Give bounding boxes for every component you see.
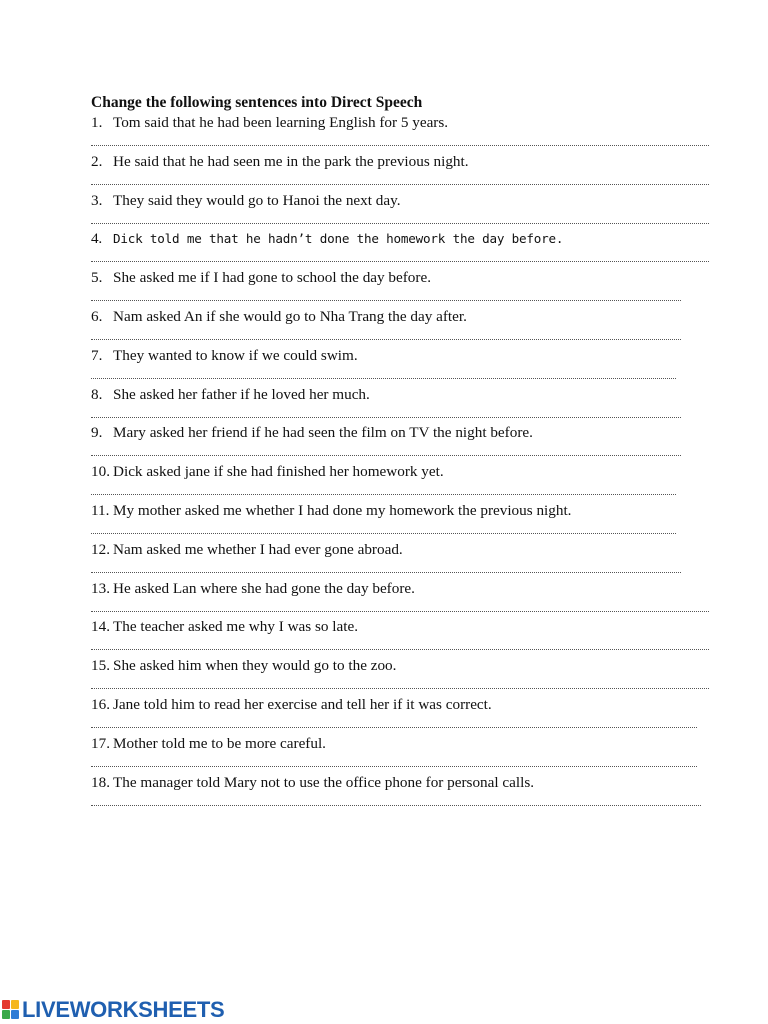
exercise-item — [91, 346, 711, 385]
exercise-list — [91, 113, 711, 811]
question-number: 15. — [91, 657, 110, 675]
question-text — [91, 307, 467, 327]
exercise-item — [91, 307, 711, 346]
answer-line[interactable] — [91, 174, 709, 185]
answer-line[interactable] — [91, 213, 709, 224]
question-sentence: Nam asked An if she would go to Nha Trang the day after. — [113, 307, 467, 325]
answer-line[interactable] — [91, 445, 681, 456]
question-number: 1. — [91, 114, 103, 131]
question-text — [91, 695, 492, 715]
answer-line[interactable] — [91, 795, 701, 806]
question-text — [91, 346, 358, 366]
question-sentence: Tom said that he had been learning English for 5 years. — [113, 114, 449, 131]
question-number: 2. — [91, 152, 103, 170]
answer-line[interactable] — [91, 639, 709, 650]
question-number: 5. — [91, 269, 103, 287]
liveworksheets-logo — [2, 997, 224, 1023]
exercise-item — [91, 656, 711, 695]
exercise-item — [91, 501, 711, 540]
answer-line[interactable] — [91, 523, 676, 534]
question-text — [91, 152, 469, 172]
question-number: 7. — [91, 346, 103, 364]
exercise-item — [91, 540, 711, 579]
answer-line[interactable] — [91, 135, 709, 146]
question-number: 18. — [91, 773, 110, 791]
exercise-item — [91, 734, 711, 773]
answer-line[interactable] — [91, 407, 681, 418]
question-number: 10. — [91, 463, 110, 481]
question-sentence: The teacher asked me why I was so late. — [113, 618, 359, 636]
exercise-item — [91, 191, 711, 230]
question-text — [91, 617, 358, 637]
question-text — [91, 501, 571, 521]
worksheet-title: Change the following sentences into Direct Speech — [91, 94, 423, 111]
question-sentence: She asked me if I had gone to school the day before. — [113, 269, 431, 287]
exercise-item — [91, 695, 711, 734]
exercise-item — [91, 152, 711, 191]
question-sentence: Jane told him to read her exercise and tell her if it was correct. — [113, 695, 492, 713]
exercise-item — [91, 385, 711, 424]
answer-line[interactable] — [91, 717, 697, 728]
answer-line[interactable] — [91, 329, 681, 340]
question-text — [91, 423, 533, 443]
question-text — [91, 540, 403, 560]
answer-line[interactable] — [91, 562, 681, 573]
question-number: 16. — [91, 695, 110, 713]
question-number: 6. — [91, 307, 103, 325]
question-sentence: They wanted to know if we could swim. — [113, 346, 358, 364]
question-sentence: The manager told Mary not to use the office phone for personal calls. — [113, 773, 535, 791]
exercise-item — [91, 423, 711, 462]
answer-line[interactable] — [91, 290, 681, 301]
liveworksheets-mark-icon — [2, 1000, 20, 1020]
answer-line[interactable] — [91, 251, 709, 262]
question-number: 12. — [91, 540, 110, 558]
exercise-item — [91, 617, 711, 656]
question-number: 17. — [91, 734, 110, 752]
question-number: 8. — [91, 385, 103, 403]
question-sentence: My mother asked me whether I had done my homework the previous night. — [113, 501, 572, 519]
question-sentence: Dick asked jane if she had finished her homework yet. — [113, 463, 444, 481]
question-text — [91, 229, 563, 249]
exercise-item — [91, 579, 711, 618]
question-text — [91, 268, 431, 288]
question-number: 14. — [91, 618, 110, 636]
exercise-item — [91, 462, 711, 501]
question-text — [91, 462, 444, 482]
question-text — [91, 113, 448, 133]
question-text — [91, 579, 415, 599]
question-sentence: Dick told me that he hadn’t done the homework the day before. — [113, 231, 564, 247]
question-number: 4. — [91, 230, 102, 248]
question-sentence: She asked him when they would go to the zoo. — [113, 657, 397, 675]
liveworksheets-wordmark: LIVEWORKSHEETS — [22, 997, 225, 1022]
question-sentence: They said they would go to Hanoi the next day. — [113, 191, 401, 209]
question-sentence: Nam asked me whether I had ever gone abroad. — [113, 540, 403, 558]
question-number: 13. — [91, 579, 110, 597]
question-sentence: He asked Lan where she had gone the day before. — [113, 579, 415, 597]
question-text — [91, 385, 370, 405]
answer-line[interactable] — [91, 601, 709, 612]
question-sentence: Mother told me to be more careful. — [113, 734, 326, 752]
exercise-item — [91, 113, 711, 152]
answer-line[interactable] — [91, 756, 697, 767]
exercise-item — [91, 773, 711, 812]
exercise-item — [91, 268, 711, 307]
question-number: 9. — [91, 424, 103, 442]
question-sentence: She asked her father if he loved her much. — [113, 385, 370, 403]
exercise-item — [91, 229, 711, 268]
question-sentence: Mary asked her friend if he had seen the film on TV the night before. — [113, 424, 533, 442]
question-text — [91, 734, 326, 754]
question-sentence: He said that he had seen me in the park the previous night. — [113, 152, 469, 170]
question-text — [91, 191, 401, 211]
question-text — [91, 656, 396, 676]
answer-line[interactable] — [91, 368, 676, 379]
question-text — [91, 773, 534, 793]
answer-line[interactable] — [91, 678, 709, 689]
question-number: 11. — [91, 501, 110, 519]
question-number: 3. — [91, 191, 103, 209]
answer-line[interactable] — [91, 484, 676, 495]
